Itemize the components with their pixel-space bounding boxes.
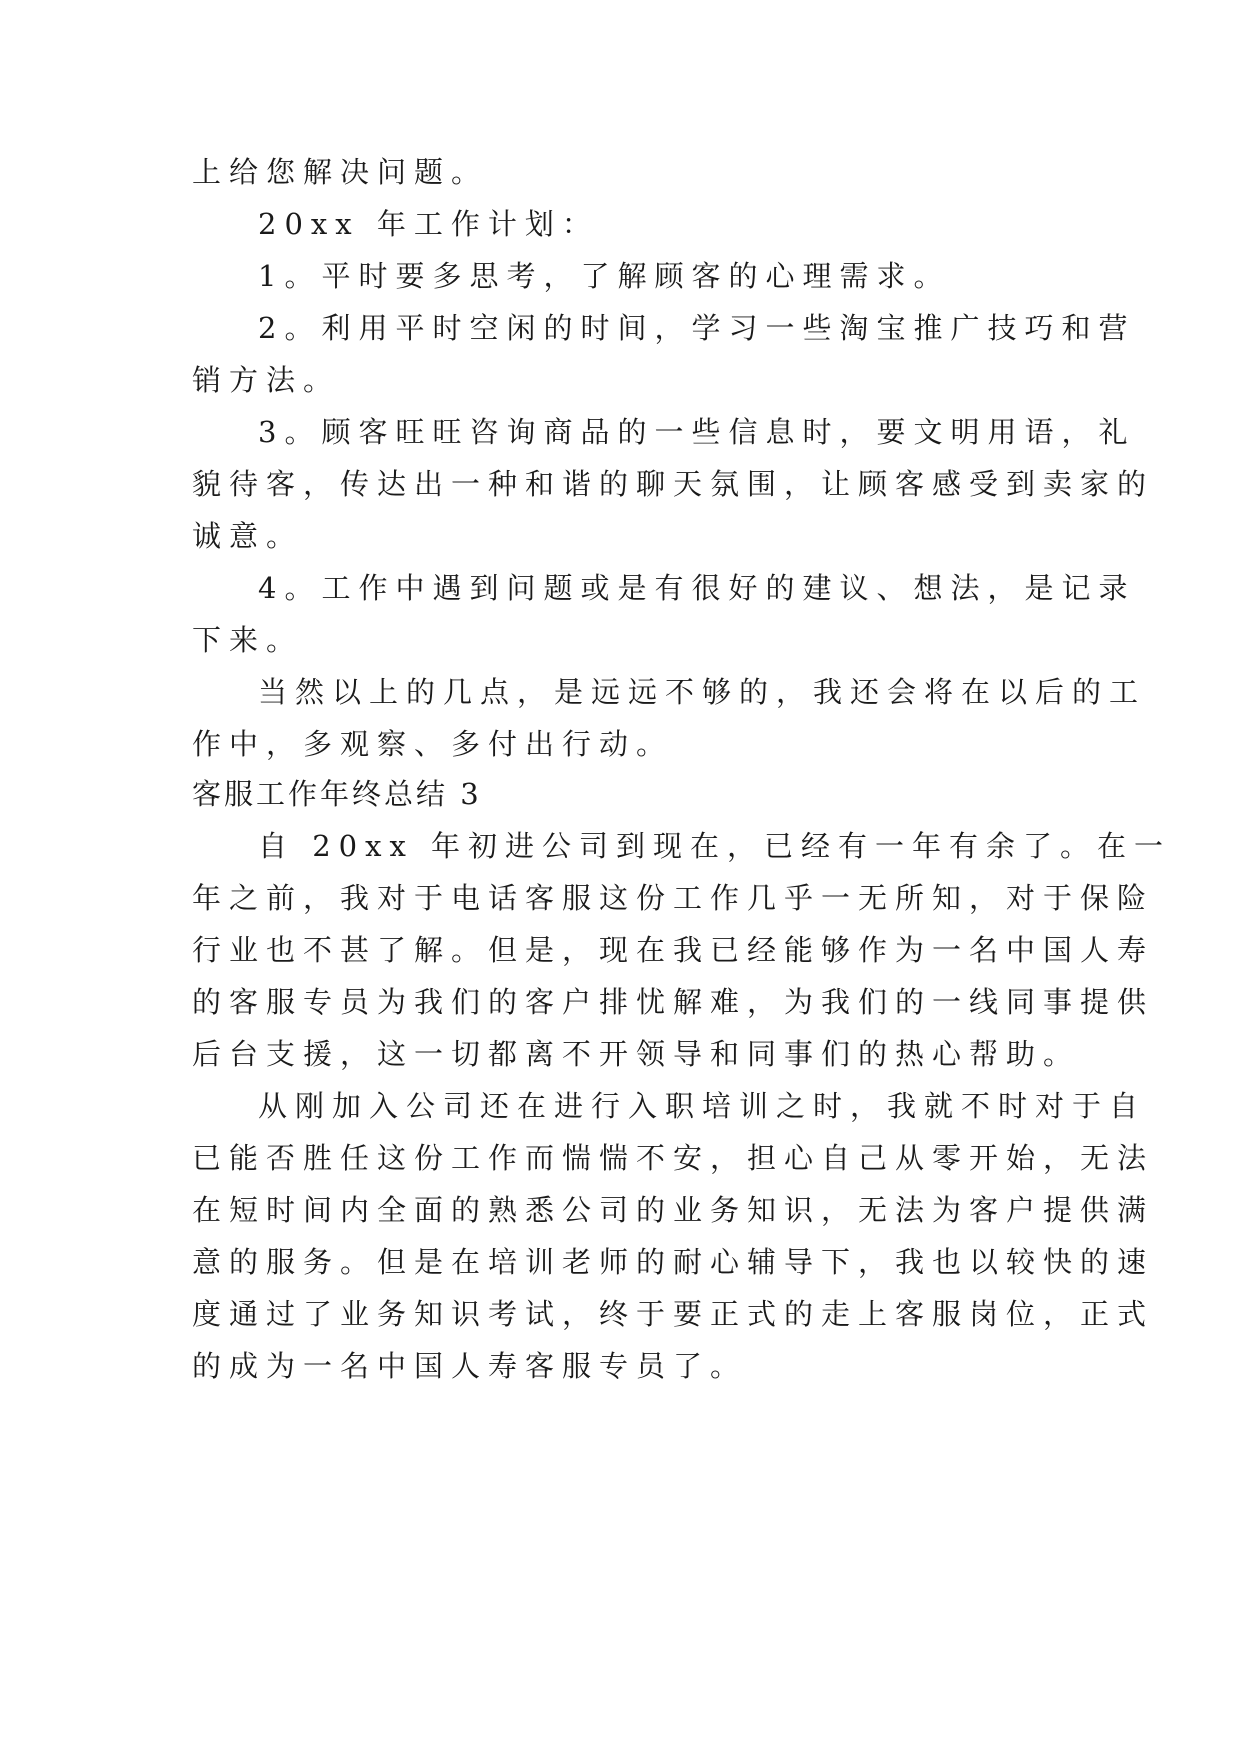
paragraph-start: 自 20xx 年初进公司到现在，已经有一年有余了。在一 — [258, 829, 1172, 863]
section-title: 客服工作年终总结 3 — [192, 777, 482, 811]
text-line: 上给您解决问题。 — [192, 155, 489, 189]
text-line: 的客服专员为我们的客户排忧解难，为我们的一线同事提供 — [192, 985, 1155, 1019]
text-line: 诚意。 — [192, 519, 304, 553]
text-line: 下来。 — [192, 623, 304, 657]
paragraph-start: 当然以上的几点，是远远不够的，我还会将在以后的工 — [258, 675, 1147, 709]
plan-item-1: 1。平时要多思考，了解顾客的心理需求。 — [258, 259, 951, 293]
plan-heading: 20xx 年工作计划： — [258, 207, 599, 241]
text-line: 作中，多观察、多付出行动。 — [192, 727, 674, 761]
plan-item-4: 4。工作中遇到问题或是有很好的建议、想法，是记录 — [258, 571, 1136, 605]
text-line: 在短时间内全面的熟悉公司的业务知识，无法为客户提供满 — [192, 1193, 1155, 1227]
text-line: 后台支援，这一切都离不开领导和同事们的热心帮助。 — [192, 1037, 1081, 1071]
text-line: 已能否胜任这份工作而惴惴不安，担心自己从零开始，无法 — [192, 1141, 1155, 1175]
text-line: 年之前，我对于电话客服这份工作几乎一无所知，对于保险 — [192, 881, 1155, 915]
plan-item-2: 2。利用平时空闲的时间，学习一些淘宝推广技巧和营 — [258, 311, 1136, 345]
text-line: 貌待客，传达出一种和谐的聊天氛围，让顾客感受到卖家的 — [192, 467, 1155, 501]
text-line: 销方法。 — [192, 363, 341, 397]
paragraph-start: 从刚加入公司还在进行入职培训之时，我就不时对于自 — [258, 1089, 1147, 1123]
plan-item-3: 3。顾客旺旺咨询商品的一些信息时，要文明用语，礼 — [258, 415, 1136, 449]
text-line: 行业也不甚了解。但是，现在我已经能够作为一名中国人寿 — [192, 933, 1155, 967]
text-line: 的成为一名中国人寿客服专员了。 — [192, 1349, 748, 1383]
text-line: 意的服务。但是在培训老师的耐心辅导下，我也以较快的速 — [192, 1245, 1155, 1279]
text-line: 度通过了业务知识考试，终于要正式的走上客服岗位，正式 — [192, 1297, 1155, 1331]
